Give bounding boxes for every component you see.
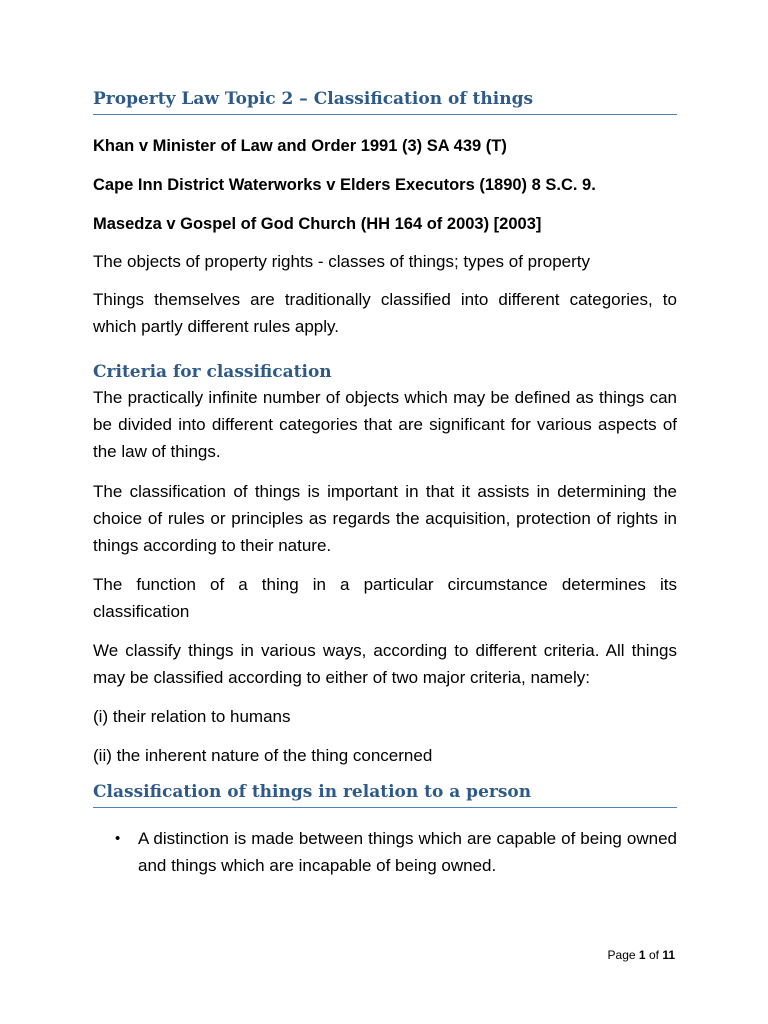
body-paragraph: The practically infinite number of objects which may be defined as things can be divided into different categories that are significant for various aspects of the law of things.: [93, 388, 677, 461]
bullet-list: [93, 825, 677, 879]
criteria-item: (i) their relation to humans: [93, 707, 291, 726]
intro-paragraph: Things themselves are traditionally classified into different categories, to which partly different rules apply.: [93, 290, 677, 336]
list-item: [93, 825, 677, 879]
document-body: [93, 86, 677, 879]
section-heading-criteria: Criteria for classification: [93, 362, 332, 382]
section-heading-relation-to-person: Classification of things in relation to a person: [93, 779, 677, 808]
current-page: 1: [638, 948, 646, 962]
body-paragraph: The classification of things is important in that it assists in determining the choice of rules or principles as regards the acquisition, protection of rights in things according to their nature.: [93, 482, 677, 555]
body-paragraph: The function of a thing in a particular circumstance determines its classification: [93, 575, 677, 621]
intro-paragraph: The objects of property rights - classes of things; types of property: [93, 252, 591, 271]
page-of-label: of: [648, 948, 659, 962]
document-title: Property Law Topic 2 – Classification of things: [93, 86, 677, 115]
case-citation-khan: Khan v Minister of Law and Order 1991 (3) SA 439 (T): [93, 137, 507, 155]
list-item-text: A distinction is made between things which are capable of being owned and things which are incapable of being owned.: [138, 829, 677, 875]
page-number: [608, 946, 675, 964]
criteria-item: (ii) the inherent nature of the thing concerned: [93, 746, 433, 765]
case-citation-masedza: Masedza v Gospel of God Church (HH 164 of 2003) [2003]: [93, 215, 542, 233]
body-paragraph: We classify things in various ways, according to different criteria. All things may be classified according to either of two major criteria, namely:: [93, 641, 677, 687]
page-label: Page: [607, 948, 636, 962]
case-citation-cape-inn: Cape Inn District Waterworks v Elders Executors (1890) 8 S.C. 9.: [93, 176, 596, 194]
bullet-icon: •: [115, 830, 121, 847]
total-pages: 11: [662, 948, 675, 962]
